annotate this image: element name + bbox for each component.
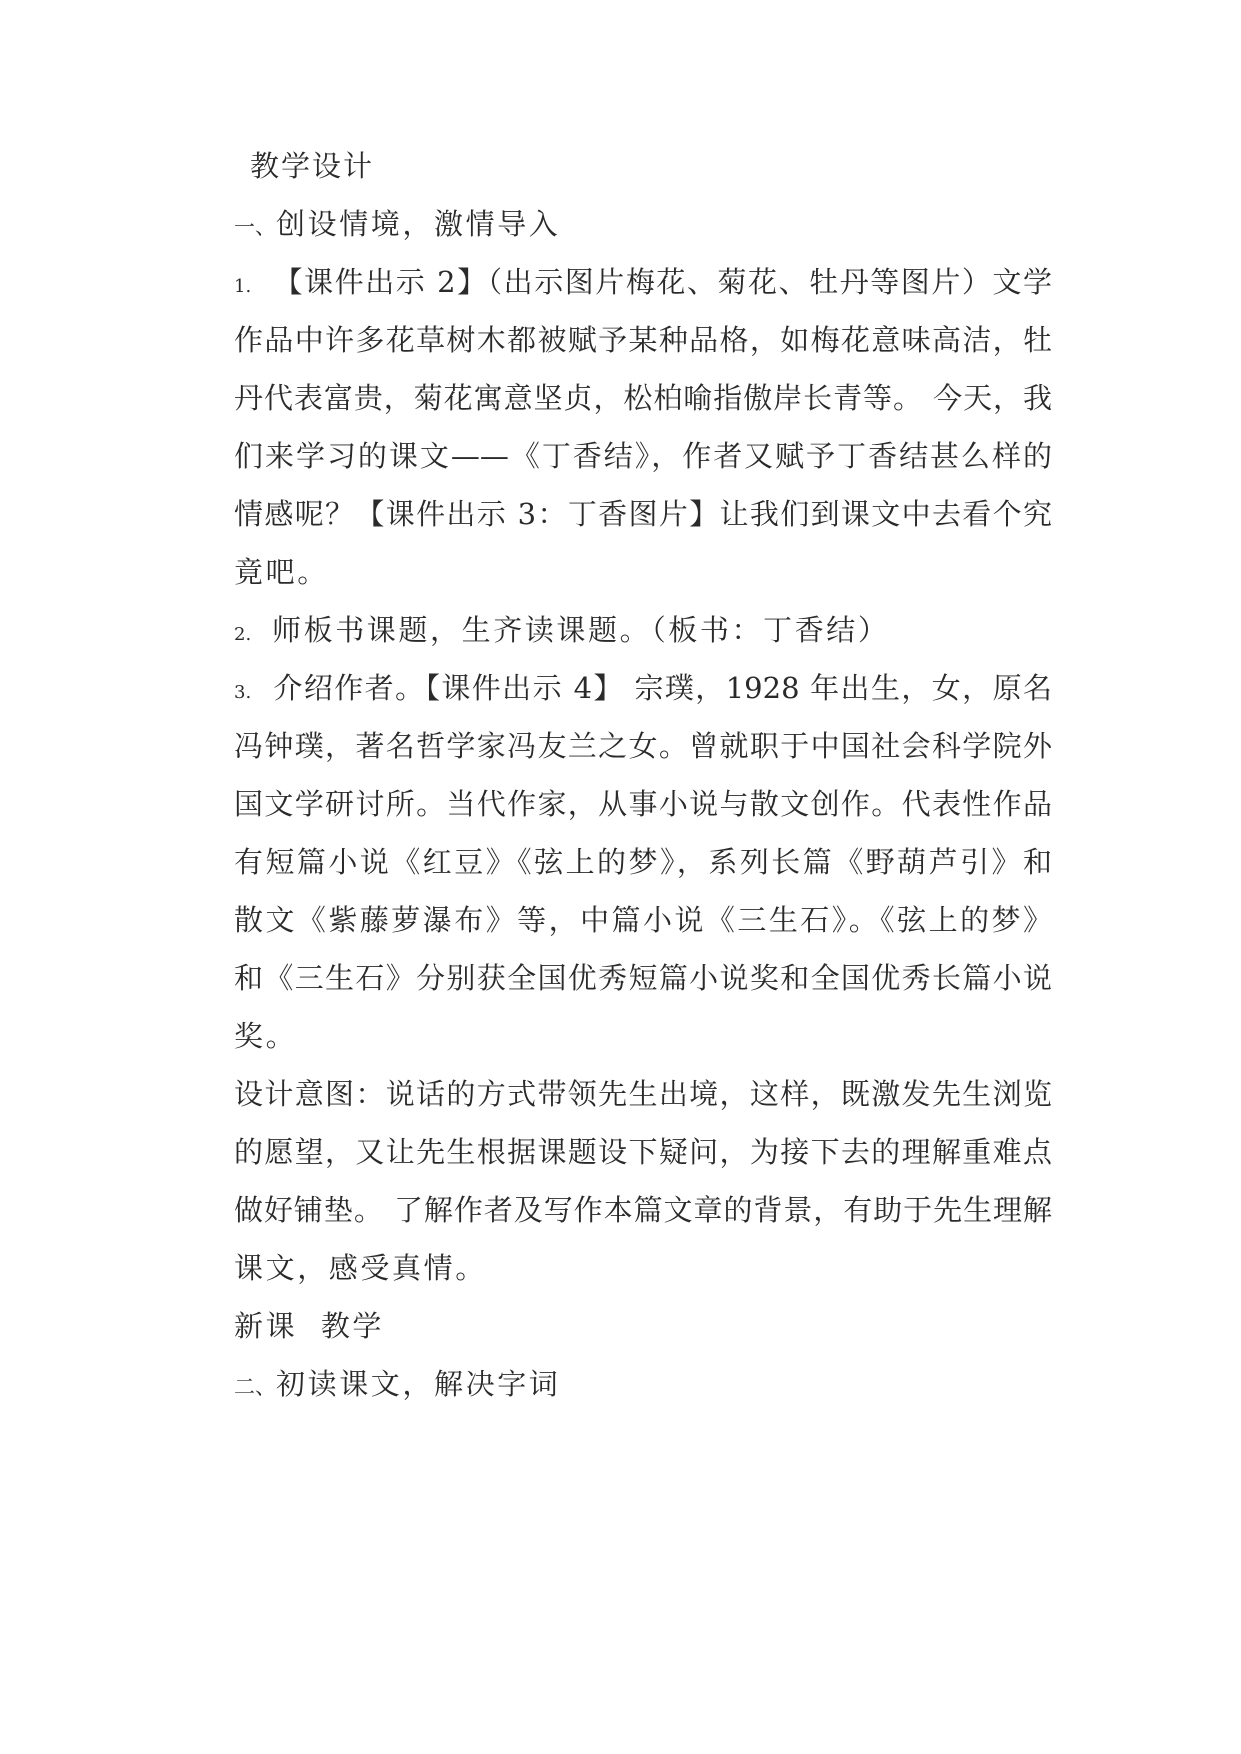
- item-2: [234, 610, 890, 655]
- item-1-line-1: [234, 262, 1052, 307]
- section-1-prefix: 一、: [234, 215, 276, 239]
- item-3-line-3: 国文学研讨所。当代作家，从事小说与散文创作。代表性作品: [234, 787, 1052, 821]
- item-1-number: 1.: [234, 276, 252, 297]
- item-1-line-5: 情感呢？【课件出示 3：丁香图片】让我们到课文中去看个究: [234, 497, 1052, 531]
- section-2-text: 初读课文，解决字词: [276, 1367, 561, 1401]
- section-2-heading: [234, 1364, 560, 1407]
- item-3-line-7: 奖。: [234, 1019, 298, 1053]
- item-1-line-6: 竟吧。: [234, 555, 329, 589]
- item-1-line-4: 们来学习的课文——《丁香结》，作者又赋予丁香结甚么样的: [234, 439, 1052, 473]
- item-3-line-4: 有短篇小说《红豆》《弦上的梦》，系列长篇《野葫芦引》和: [234, 845, 1052, 879]
- item-3-number: 3.: [234, 682, 252, 703]
- item-1-line-3: 丹代表富贵，菊花寓意坚贞，松柏喻指傲岸长青等。 今天，我: [234, 381, 1052, 415]
- design-intent-line-1: 设计意图：说话的方式带领先生出境，这样，既激发先生浏览: [234, 1077, 1052, 1111]
- item-2-text: 师板书课题，生齐读课题。（板书：丁香结）: [272, 613, 890, 647]
- item-2-number: 2.: [234, 624, 252, 645]
- item-3-line-5: 散文《紫藤萝瀑布》等，中篇小说《三生石》。《弦上的梦》: [234, 903, 1052, 937]
- new-lesson-heading: 新课 教学: [234, 1309, 385, 1343]
- item-1-line-2: 作品中许多花草树木都被赋予某种品格，如梅花意味高洁，牡: [234, 323, 1052, 357]
- item-3-line-1: [234, 668, 1052, 713]
- section-1-heading: [234, 204, 560, 247]
- design-intent-line-2: 的愿望，又让先生根据课题设下疑问，为接下去的理解重难点: [234, 1135, 1052, 1169]
- design-intent-line-4: 课文，感受真情。: [234, 1251, 487, 1285]
- section-2-prefix: 二、: [234, 1375, 276, 1399]
- item-3-line-6: 和《三生石》分别获全国优秀短篇小说奖和全国优秀长篇小说: [234, 961, 1052, 995]
- item-1-text-1: 【课件出示 2】（出示图片梅花、菊花、牡丹等图片）文学: [272, 265, 1052, 299]
- item-3-text-1: 介绍作者。【课件出示 4】 宗璞，1928 年出生，女，原名: [272, 671, 1052, 705]
- document-title: 教学设计: [250, 149, 375, 183]
- section-1-text: 创设情境，激情导入: [276, 207, 561, 241]
- design-intent-line-3: 做好铺垫。 了解作者及写作本篇文章的背景，有助于先生理解: [234, 1193, 1052, 1227]
- item-3-line-2: 冯钟璞，著名哲学家冯友兰之女。曾就职于中国社会科学院外: [234, 729, 1052, 763]
